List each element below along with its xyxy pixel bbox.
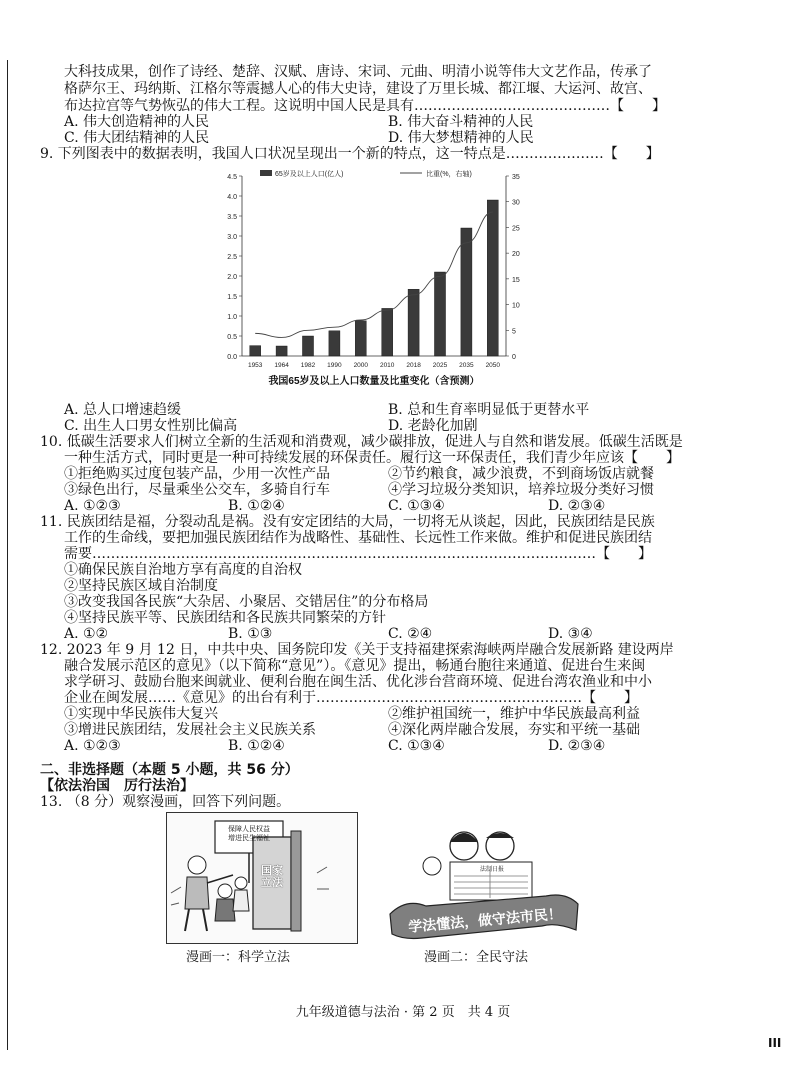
chart-bar xyxy=(276,346,287,356)
q12-line1: 12. 2023 年 9 月 12 日，中共中央、国务院印发《关于支持福建探索海峡两岸融合发展新路 建设两岸 xyxy=(40,642,674,658)
chart-left-tick-label: 1.5 xyxy=(227,294,237,301)
chart-bar xyxy=(302,336,313,356)
q9-option-b: B. 总和生育率明显低于更替水平 xyxy=(388,402,590,418)
q12-item3: ③增进民族团结，发展社会主义民族关系 xyxy=(64,722,316,738)
q11-item4: ④坚持民族平等、民族团结和各民族共同繁荣的方针 xyxy=(64,610,386,626)
q8-line3: 布达拉宫等气势恢弘的伟大工程。这说明中国人民是具有……………………………………【 】 xyxy=(64,98,666,114)
page-corner-mark: III xyxy=(768,1036,782,1050)
q11-line1: 11. 民族团结是福，分裂动乱是祸。没有安定团结的大局，一切将无从谈起，因此，民族团结是民族 xyxy=(40,514,655,530)
chart-x-tick-label: 1990 xyxy=(327,362,342,369)
q10-item2: ②节约粮食，减少浪费，不到商场饭店就餐 xyxy=(388,466,654,482)
chart-bar xyxy=(487,200,498,356)
chart-right-tick-label: 35 xyxy=(512,174,520,181)
chart-right-tick-label: 20 xyxy=(512,251,520,259)
chart-bar xyxy=(355,321,366,356)
chart-left-tick-label: 4.0 xyxy=(227,194,237,201)
chart-left-tick-label: 2.0 xyxy=(227,274,237,281)
q12-item2: ②维护祖国统一，维护中华民族最高利益 xyxy=(388,706,640,722)
q10-option-b: B. ①②④ xyxy=(228,498,285,514)
q8-option-c: C. 伟大团结精神的人民 xyxy=(64,130,210,146)
q10-option-c: C. ①③④ xyxy=(388,498,445,514)
chart-right-tick-label: 30 xyxy=(512,199,520,207)
chart-left-tick-label: 4.5 xyxy=(227,174,237,181)
chart-left-tick-label: 0.0 xyxy=(227,354,237,361)
cartoon2-caption: 漫画二：全民守法 xyxy=(424,950,529,965)
chart-right-tick-label: 15 xyxy=(512,276,520,284)
page-footer: 九年级道德与法治 · 第 2 页 共 4 页 xyxy=(295,1005,511,1020)
q10-option-d: D. ②③④ xyxy=(548,498,606,514)
chart-left-tick-label: 2.5 xyxy=(227,254,237,261)
chart-x-tick-label: 2035 xyxy=(459,362,474,369)
q12-option-c: C. ①③④ xyxy=(388,738,445,754)
chart-bar xyxy=(434,272,445,356)
chart-root xyxy=(227,169,520,387)
q11-item3: ③改变我国各民族“大杂居、小聚居、交错居住”的分布格局 xyxy=(64,594,429,610)
chart-x-tick-label: 1982 xyxy=(300,362,316,369)
q8-line2: 格萨尔王、玛纳斯、江格尔等震撼人心的伟大史诗，建设了万里长城、都江堰、大运河、故宫、 xyxy=(64,81,652,97)
q10-line2: 一种生活方式，同时更是一种可持续发展的环保责任。履行这一环保责任，我们青少年应该【 】 xyxy=(64,450,680,466)
chart-x-tick-label: 2000 xyxy=(353,362,369,369)
chart-x-tick-label: 2050 xyxy=(485,362,501,369)
chart-bar xyxy=(382,308,393,356)
q9-option-c: C. 出生人口男女性别比偏高 xyxy=(64,418,238,434)
q11-line2: 工作的生命线，要把加强民族团结作为战略性、基础性、长远性工作来做。维护和促进民族团结 xyxy=(64,530,652,546)
chart-bar xyxy=(329,331,340,356)
chart-legend-bar-swatch xyxy=(260,170,272,176)
chart-x-tick-label: 2018 xyxy=(406,362,421,369)
chart-title: 我国65岁及以上人口数量及比重变化（含预测） xyxy=(268,376,480,387)
q8-option-d: D. 伟大梦想精神的人民 xyxy=(388,130,534,146)
chart-bar xyxy=(461,228,472,356)
q9-option-a: A. 总人口增速趋缓 xyxy=(64,402,182,418)
q11-option-a: A. ①② xyxy=(64,626,109,642)
q11-line3: 需要………………………………………………………………………………………………【 】 xyxy=(64,546,652,562)
q12-line4: 企业在闽发展……《意见》的出台有利于…………………………………………………【 】 xyxy=(64,690,638,706)
q12-option-a: A. ①②③ xyxy=(64,738,121,754)
q11-item2: ②坚持民族区域自治制度 xyxy=(64,578,218,594)
q12-item4: ④深化两岸融合发展，夯实和平统一基础 xyxy=(388,722,640,738)
chart-left-tick-label: 3.5 xyxy=(227,214,237,221)
chart-series-line xyxy=(255,212,493,337)
chart-left-tick-label: 1.0 xyxy=(227,314,237,321)
chart-x-tick-label: 1964 xyxy=(274,362,289,369)
chart-right-tick-label: 10 xyxy=(512,302,520,310)
chart-bar xyxy=(408,289,419,356)
cartoon1-sign-text: 保障人民权益 增进民生福祉 xyxy=(228,825,270,842)
chart-right-tick-label: 5 xyxy=(512,328,516,336)
section2-subtitle: 【依法治国 厉行法治】 xyxy=(40,778,194,794)
q12-item1: ①实现中华民族伟大复兴 xyxy=(64,706,218,722)
chart-bar xyxy=(250,346,261,356)
chart-left-tick-label: 0.5 xyxy=(227,334,237,341)
chart-left-tick-label: 3.0 xyxy=(227,234,237,241)
q9-option-d: D. 老龄化加剧 xyxy=(388,418,478,434)
q11-item1: ①确保民族自治地方享有高度的自治权 xyxy=(64,562,302,578)
cartoon2-newspaper-text: 法制日报 xyxy=(480,866,505,873)
chart-right-tick-label: 0 xyxy=(512,354,516,361)
q8-option-b: B. 伟大奋斗精神的人民 xyxy=(388,114,534,130)
q11-option-c: C. ②④ xyxy=(388,626,433,642)
q10-item4: ④学习垃圾分类知识，培养垃圾分类好习惯 xyxy=(388,482,654,498)
q8-option-a: A. 伟大创造精神的人民 xyxy=(64,114,210,130)
q11-option-b: B. ①③ xyxy=(228,626,273,642)
q11-option-d: D. ③④ xyxy=(548,626,593,642)
chart-legend-line-label: 比重(%，右轴) xyxy=(426,171,472,178)
chart-x-tick-label: 1953 xyxy=(247,362,263,369)
cartoon2-banner-text: 学法懂法，做守法市民！ xyxy=(407,906,563,936)
q12-line3: 求学研习、鼓励台胞来闽就业、便利台胞在闽生活、优化涉台营商环境、促进台湾农渔业和中小 xyxy=(64,674,652,690)
q9-stem: 9. 下列图表中的数据表明，我国人口状况呈现出一个新的特点，这一特点是…………………【 】 xyxy=(40,146,660,162)
population-chart xyxy=(210,164,540,388)
q12-line2: 融合发展示范区的意见》（以下简称“意见”）。《意见》提出，畅通台胞往来通道、促进台生来闽 xyxy=(64,658,646,674)
q12-option-d: D. ②③④ xyxy=(548,738,606,754)
q12-option-b: B. ①②④ xyxy=(228,738,285,754)
cartoon2-image xyxy=(386,822,582,946)
q10-option-a: A. ①②③ xyxy=(64,498,121,514)
cartoon1-caption: 漫画一：科学立法 xyxy=(186,950,291,965)
cartoon1-image xyxy=(166,812,358,944)
q10-item3: ③绿色出行，尽量乘坐公交车，多骑自行车 xyxy=(64,482,330,498)
chart-x-tick-label: 2025 xyxy=(432,362,448,369)
section2-title: 二、非选择题（本题 5 小题，共 56 分） xyxy=(40,762,299,778)
chart-right-tick-label: 25 xyxy=(512,225,520,233)
cartoon1-book-text: 国家立法 xyxy=(261,864,283,889)
q10-line1: 10. 低碳生活要求人们树立全新的生活观和消费观，减少碳排放，促进人与自然和谐发展。低碳生活既是 xyxy=(40,434,683,450)
q8-line1: 大科技成果，创作了诗经、楚辞、汉赋、唐诗、宋词、元曲、明清小说等伟大文艺作品，传承了 xyxy=(64,64,652,80)
left-margin-rule xyxy=(7,60,8,1050)
q10-item1: ①拒绝购买过度包装产品，少用一次性产品 xyxy=(64,466,330,482)
q13-stem: 13. （8 分）观察漫画，回答下列问题。 xyxy=(40,794,291,810)
chart-x-tick-label: 2010 xyxy=(379,362,395,369)
chart-legend-bar-label: 65岁及以上人口(亿人) xyxy=(275,171,344,178)
